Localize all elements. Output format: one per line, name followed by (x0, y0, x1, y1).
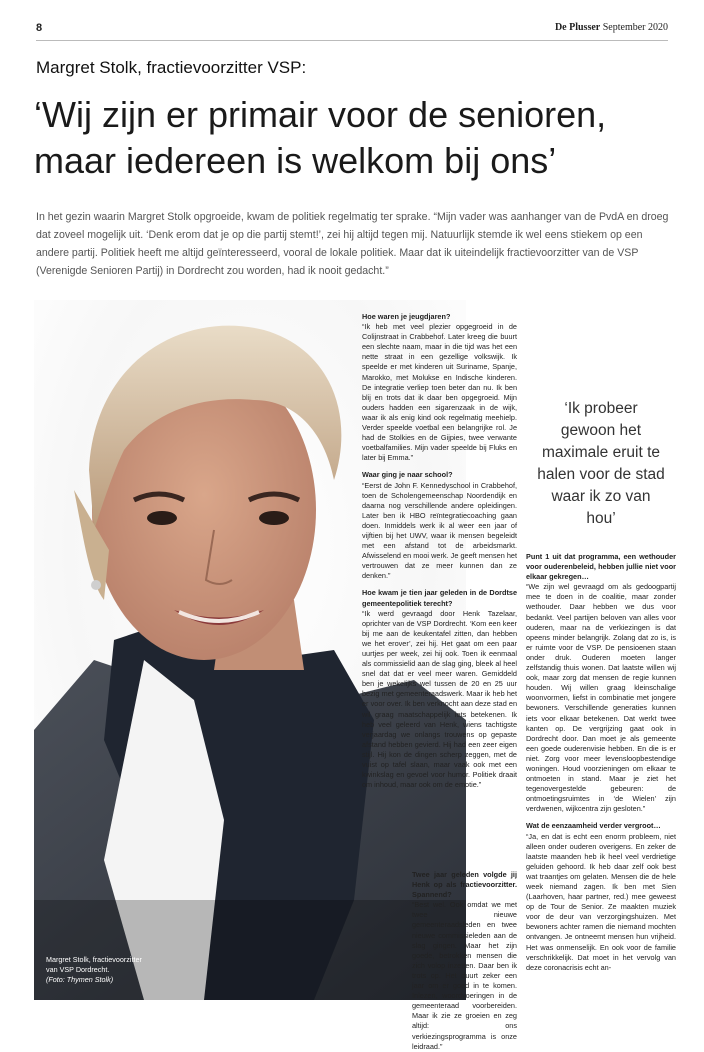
article-headline: ‘Wij zijn er primair voor de senioren, maar iedereen is welkom bij ons’ (34, 94, 607, 181)
interview-question: Wat de eenzaamheid verder vergroot… (526, 821, 661, 831)
photo-caption (46, 955, 176, 985)
interview-question: Hoe waren je jeugdjaren? (362, 312, 451, 321)
page-number: 8 (36, 22, 43, 34)
publication-name: De Plusser (554, 22, 601, 33)
article-column-1 (362, 312, 517, 797)
interview-answer: “Ik werd gevraagd door Henk Tazelaar, oprichter van de VSP Dordrecht. ‘Kom een keer bij me aan de keukentafel zitten, dan hebben we het erover’, zei hij. Het gaat om een paar uurtjes per week, zei hij ook. Toen ik eenmaal als commissielid aan de slag ging, bleek al heel snel dat dat er veel meer waren. Gemiddeld ben je wekelijks wel tussen de 20 en 25 uur bezig met gemeenteraadswerk. Maar ik heb het er voor over. Ik ben verknocht aan deze stad en wil graag maatschappelijk iets betekenen. Ik heb veel geleerd van Henk, wiens tachtigste verjaardag we onlangs trouwens op gepaste afstand hebben gevierd. Hij had een zeer eigen stijl. Hij kon de dingen scherp zeggen, met de vuist op tafel slaan, maar vaak ook met een kwinkslag en gevoel voor humor. Politiek draait om inhoud, maar ook om de emotie.” (362, 608, 517, 790)
article-column-2 (526, 552, 676, 980)
qa-section (362, 470, 517, 581)
interview-answer: “Eerst de John F. Kennedyschool in Crabbehof, toen de Scholengemeenschap Noordendijk en daarna nog verschillende andere opleidingen. Later ben ik HBO reïntegratiecoaching gaan doen. Inmiddels werk ik al weer een jaar of vijftien bij het UWV, waar ik mensen begeleidt met een afstand tot de arbeidsmarkt. Afwisselend en mooi werk. Je geeft mensen het vertrouwen dat ze meer kunnen dan ze denken.” (362, 480, 517, 581)
photo-credit: (Foto: Thymen Stolk) (46, 975, 114, 984)
interview-question: Waar ging je naar school? (362, 470, 453, 480)
page-header (36, 22, 668, 38)
qa-section (362, 312, 517, 463)
interview-answer: “We zijn wel gevraagd om als gedoogpartij mee te doen in de coalitie, maar zonder wethouder. Daar hebben we dus voor bedankt. Veel partijen beloven van alles voor ouderen, maar na de verkiezingen is dat opeens minder belangrijk. Zolang dat zo is, is er ruimte voor de VSP. De pensioenen staan onder druk. Ouderen moeten langer zelfstandig thuis wonen. Dat laatste willen wij ook, maar zorg dat mensen de regie kunnen houden. Wij willen graag kleinschalige woonvormen, liefst in combinatie met jongere bewoners. Verschillende generaties kunnen iets voor elkaar betekenen. Dat werkt twee kanten op. De vergrijzing gaat ook in Dordrecht door. Dan moet je als gemeente een goede ouderenvisie hebben. En die is er niet. Zorg voor meer levensloopbestendige woningen. Houd voorzieningen om elkaar te ontmoeten in stand. Maar je ziet het tegenovergestelde gebeuren: de ontmoetingsruimtes in ‘de Wielen’ zijn verdwenen, wijkcentra zijn gesloten.” (526, 582, 676, 814)
pull-quote: ‘Ik probeer gewoon het maximale eruit te halen voor de stad waar ik zo van hou’ (537, 400, 665, 527)
article-kicker: Margret Stolk, fractievoorzitter VSP: (36, 58, 307, 77)
qa-section (526, 821, 676, 972)
interview-answer: “Ja, en dat is echt een enorm probleem, niet alleen onder ouderen overigens. En zeker de laatste maanden heb ik heel veel verdrietige geluiden gehoord. Ik heb daar zelf ook best wat traantjes om gelaten. Mensen die de hele week niemand zagen. Ik ben met Sien (Laarhoven, haar partner, red.) mee geweest op de Tour de Senior. Ze maakten muziek voor de deur van verzorgingshuizen. Met bewoners achter ramen die niemand mochten ontvangen. Je ontneemt mensen hun vrijheid. Het was onmenselijk. En ook voor de familie verschrikkelijk. Dat moet in het vervolg van deze coronacrisis echt an- (526, 831, 676, 972)
caption-line: van VSP Dordrecht. (46, 965, 110, 974)
header-divider (36, 40, 668, 41)
publication-info (555, 22, 668, 33)
interview-answer: “Best wel. Ook omdat we met twee nieuwe gemeenteraadsleden en twee nieuwe commissieleden aan de slag gingen. Maar het zijn goede, betrokken mensen die zich volop inzetten. Daar ben ik trots op. Het duurt zeker een jaar om er goed in te komen. Inlezen, woordvoeringen in de gemeenteraad voorbereiden. Maar ik zie ze groeien en zeg altijd: ons verkiezingsprogramma is onze leidraad.” (412, 900, 517, 1051)
interview-question: Punt 1 uit dat programma, een wethouder voor ouderenbeleid, hebben jullie niet voor elkaar gekregen… (526, 552, 676, 582)
qa-section (412, 870, 517, 1052)
qa-section (362, 588, 517, 790)
interview-answer: “Ik heb met veel plezier opgegroeid in de Colijnstraat in Crabbehof. Later kreeg die buurt een slechte naam, maar in die tijd was het een nette straat in een gezellige volkswijk. Ik speelde er met kinderen uit Suriname, Spanje, Marokko, met Molukse en Indische kinderen. De integratie verliep toen beter dan nu. Ik ben blij en trots dat ik daar ben opgegroeid. Mijn ouders hadden een sigarenzaak in de wijk, waar ik als enig kind ook regelmatig meehielp. Verder speelde voetbal een belangrijke rol. Je had de Stolkies en de Gijpies, twee verwante voetbalfamilies. Mijn vader speelde bij Fluks en later bij Emma.” (362, 322, 517, 463)
interview-question: Twee jaar geleden volgde jij Henk op als fractievoorzitter. Spannend? (412, 870, 517, 900)
interview-question: Hoe kwam je tien jaar geleden in de Dordtse gemeentepolitiek terecht? (362, 588, 517, 608)
article-intro: In het gezin waarin Margret Stolk opgroeide, kwam de politiek regelmatig ter sprake. “Mijn vader was aanhanger van de PvdA en droeg dat zoveel mogelijk uit. ‘Denk erom dat je op die partij stemt!’, zei hij altijd tegen mij. Natuurlijk stemde ik wel eens stiekem op een andere partij. Politiek heeft me altijd geïnteresseerd, vooral de lokale politiek. Maar dat ik uiteindelijk fractievoorzitter van de VSP (Verenigde Senioren Partij) in Dordrecht zou worden, had ik nooit gedacht.” (36, 211, 669, 277)
issue-date: September 2020 (602, 22, 668, 33)
qa-section (526, 552, 676, 814)
caption-line: Margret Stolk, fractievoorzitter (46, 955, 142, 964)
